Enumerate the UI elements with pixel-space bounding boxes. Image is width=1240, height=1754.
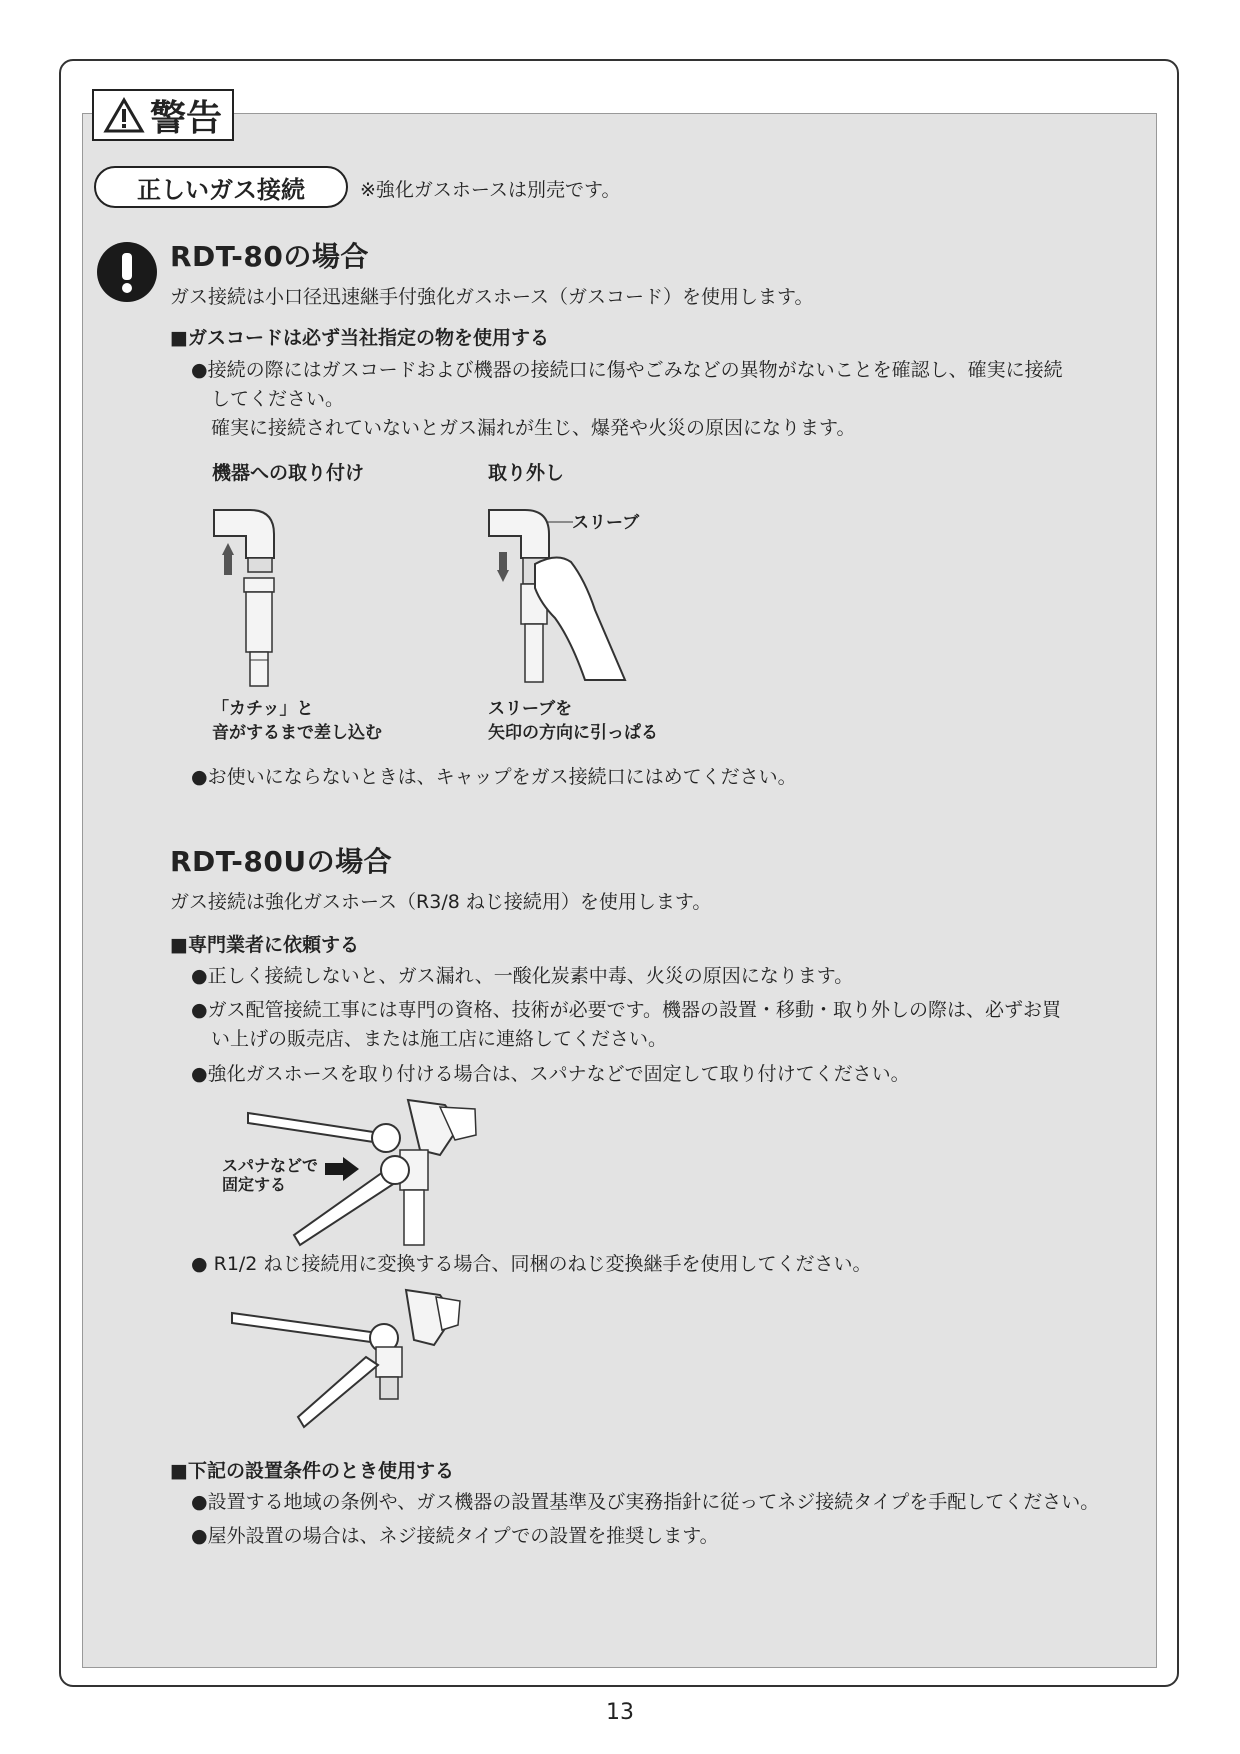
detach-figure-label: 取り外し (488, 462, 565, 484)
bullet-line: ●ガス配管接続工事には専門の資格、技術が必要です。機器の設置・移動・取り外しの際は、必ずお買 (191, 999, 1062, 1021)
rdt80u-bullet-4: ● R1/2 ねじ接続用に変換する場合、同梱のねじ変換継手を使用してください。 (191, 1253, 872, 1275)
rdt80u-bullet-1: ●正しく接続しないと、ガス漏れ、一酸化炭素中毒、火災の原因になります。 (191, 965, 854, 987)
section-pill: 正しいガス接続 (94, 166, 348, 208)
attach-caption (212, 697, 382, 745)
rdt80-sub-heading: ■ガスコードは必ず当社指定の物を使用する (170, 327, 549, 349)
rdt80u-bullet-5: ●設置する地域の条例や、ガス機器の設置基準及び実務指針に従ってネジ接続タイプを手配してください。 (191, 1491, 1100, 1513)
caption-line: スパナなどで (222, 1156, 319, 1175)
rdt80u-bullet-6: ●屋外設置の場合は、ネジ接続タイプでの設置を推奨します。 (191, 1525, 719, 1547)
sleeve-label: スリーブ (572, 513, 640, 533)
pill-note: ※強化ガスホースは別売です。 (360, 179, 621, 201)
wrench-caption (222, 1156, 318, 1194)
rdt80u-intro: ガス接続は強化ガスホース（R3/8 ねじ接続用）を使用します。 (170, 891, 712, 913)
rdt80-bullet-1 (191, 356, 1151, 443)
right-arrow-icon (325, 1157, 359, 1181)
rdt80u-bullet-2 (191, 996, 1151, 1054)
warning-triangle-icon (104, 97, 144, 133)
bullet-line: してください。 (211, 388, 345, 410)
rdt80u-bullet-3: ●強化ガスホースを取り付ける場合は、スパナなどで固定して取り付けてください。 (191, 1063, 910, 1085)
rdt80u-sub-heading-2: ■下記の設置条件のとき使用する (170, 1460, 454, 1482)
bullet-line: ●接続の際にはガスコードおよび機器の接続口に傷やごみなどの異物がないことを確認し、確実に接続 (191, 359, 1063, 381)
page-number: 13 (606, 1700, 634, 1725)
adapter-wrench-illustration (228, 1285, 468, 1430)
caption-line: 音がするまで差し込む (212, 723, 382, 743)
bullet-line: い上げの販売店、または施工店に連絡してください。 (211, 1028, 668, 1050)
attach-figure-label: 機器への取り付け (212, 462, 365, 484)
rdt80u-heading: RDT-80Uの場合 (170, 845, 393, 878)
rdt80u-sub-heading: ■専門業者に依頼する (170, 934, 359, 956)
caption-line: 矢印の方向に引っぱる (488, 723, 658, 743)
rdt80-intro: ガス接続は小口径迅速継手付強化ガスホース（ガスコード）を使用します。 (170, 286, 814, 308)
caption-line: スリーブを (488, 699, 573, 719)
warning-title: 警告 (149, 97, 222, 139)
attach-illustration (200, 500, 300, 690)
rdt80-heading: RDT-80の場合 (170, 240, 369, 273)
warning-header (92, 89, 234, 141)
detach-caption (488, 697, 658, 745)
caption-line: 固定する (222, 1175, 287, 1194)
exclamation-icon (96, 241, 158, 303)
bullet-line: 確実に接続されていないとガス漏れが生じ、爆発や火災の原因になります。 (211, 417, 856, 439)
caption-line: 「カチッ」と (212, 699, 314, 719)
rdt80-bullet-2: ●お使いにならないときは、キャップをガス接続口にはめてください。 (191, 766, 797, 788)
